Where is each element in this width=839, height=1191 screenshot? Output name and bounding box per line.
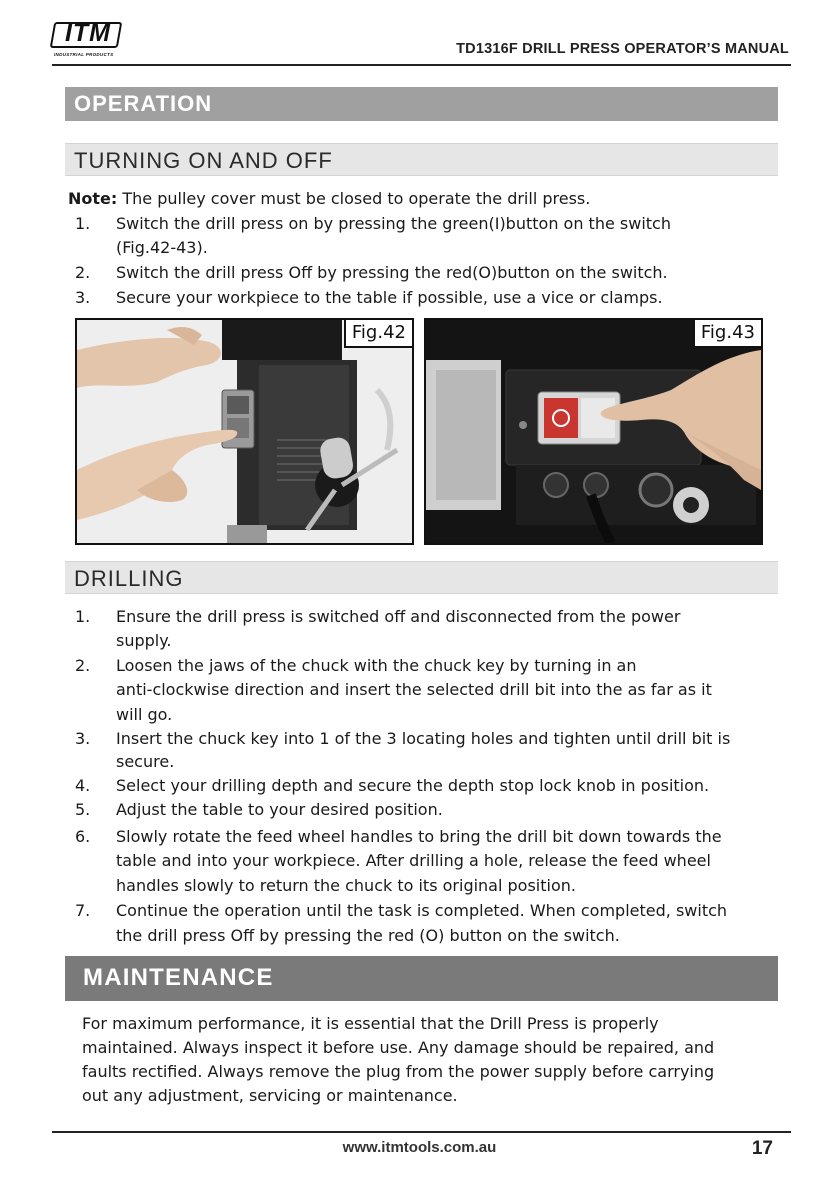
paragraph-line: For maximum performance, it is essential that the Drill Press is properly (82, 1014, 659, 1033)
paragraph-line: out any adjustment, servicing or maintenance. (82, 1086, 458, 1105)
note-label: Note: (68, 189, 118, 208)
figure-43-photo (424, 318, 763, 545)
paragraph-line: maintained. Always inspect it before use. Any damage should be repaired, and (82, 1038, 715, 1057)
manual-title: TD1316F DRILL PRESS OPERATOR’S MANUAL (456, 41, 789, 57)
step-number: 5. (75, 800, 91, 819)
section-heading-maintenance: MAINTENANCE (65, 956, 778, 1001)
step-number: 1. (75, 214, 91, 233)
subsection-heading-drilling: DRILLING (65, 561, 778, 594)
step-text: Slowly rotate the feed wheel handles to bring the drill bit down towards the (116, 827, 722, 846)
step-text: Adjust the table to your desired position. (116, 800, 443, 819)
step-text: Ensure the drill press is switched off and disconnected from the power (116, 607, 681, 626)
header-divider (52, 64, 791, 66)
step-text: Switch the drill press Off by pressing the red(O)button on the switch. (116, 263, 668, 282)
step-number: 2. (75, 656, 91, 675)
drill-press-switch-illustration (77, 320, 412, 543)
section-heading-operation: OPERATION (65, 87, 778, 121)
step-text: handles slowly to return the chuck to its original position. (116, 876, 576, 895)
step-text: anti-clockwise direction and insert the selected drill bit into the as far as it (116, 680, 712, 699)
step-number: 3. (75, 729, 91, 748)
itm-logo (52, 19, 124, 60)
step-number: 2. (75, 263, 91, 282)
step-text: (Fig.42-43). (116, 238, 208, 257)
step-number: 1. (75, 607, 91, 626)
figure-label: Fig.43 (693, 320, 761, 348)
footer-divider (52, 1131, 791, 1133)
step-text: Insert the chuck key into 1 of the 3 locating holes and tighten until drill bit is (116, 729, 731, 748)
switch-closeup-illustration (426, 320, 761, 543)
step-text: Select your drilling depth and secure the depth stop lock knob in position. (116, 776, 710, 795)
step-text: the drill press Off by pressing the red (O) button on the switch. (116, 926, 620, 945)
step-number: 3. (75, 288, 91, 307)
step-text: Switch the drill press on by pressing the green(I)button on the switch (116, 214, 671, 233)
note-paragraph (68, 189, 590, 208)
note-text: The pulley cover must be closed to operate the drill press. (117, 189, 591, 208)
step-text: supply. (116, 631, 172, 650)
subsection-heading-turning: TURNING ON AND OFF (65, 143, 778, 176)
figure-label: Fig.42 (344, 320, 412, 348)
step-text: Continue the operation until the task is completed. When completed, switch (116, 901, 728, 920)
step-text: table and into your workpiece. After drilling a hole, release the feed wheel (116, 851, 711, 870)
logo-subtitle: INDUSTRIAL PRODUCTS (54, 52, 114, 57)
step-number: 6. (75, 827, 91, 846)
website-url: www.itmtools.com.au (342, 1139, 497, 1156)
paragraph-line: faults rectified. Always remove the plug from the power supply before carrying (82, 1062, 715, 1081)
figure-42-photo (75, 318, 414, 545)
step-text: Secure your workpiece to the table if possible, use a vice or clamps. (116, 288, 663, 307)
step-number: 7. (75, 901, 91, 920)
logo-text: ITM (64, 19, 112, 47)
step-text: Loosen the jaws of the chuck with the chuck key by turning in an (116, 656, 637, 675)
step-text: will go. (116, 705, 173, 724)
step-text: secure. (116, 752, 175, 771)
page-number: 17 (751, 1138, 773, 1159)
step-number: 4. (75, 776, 91, 795)
